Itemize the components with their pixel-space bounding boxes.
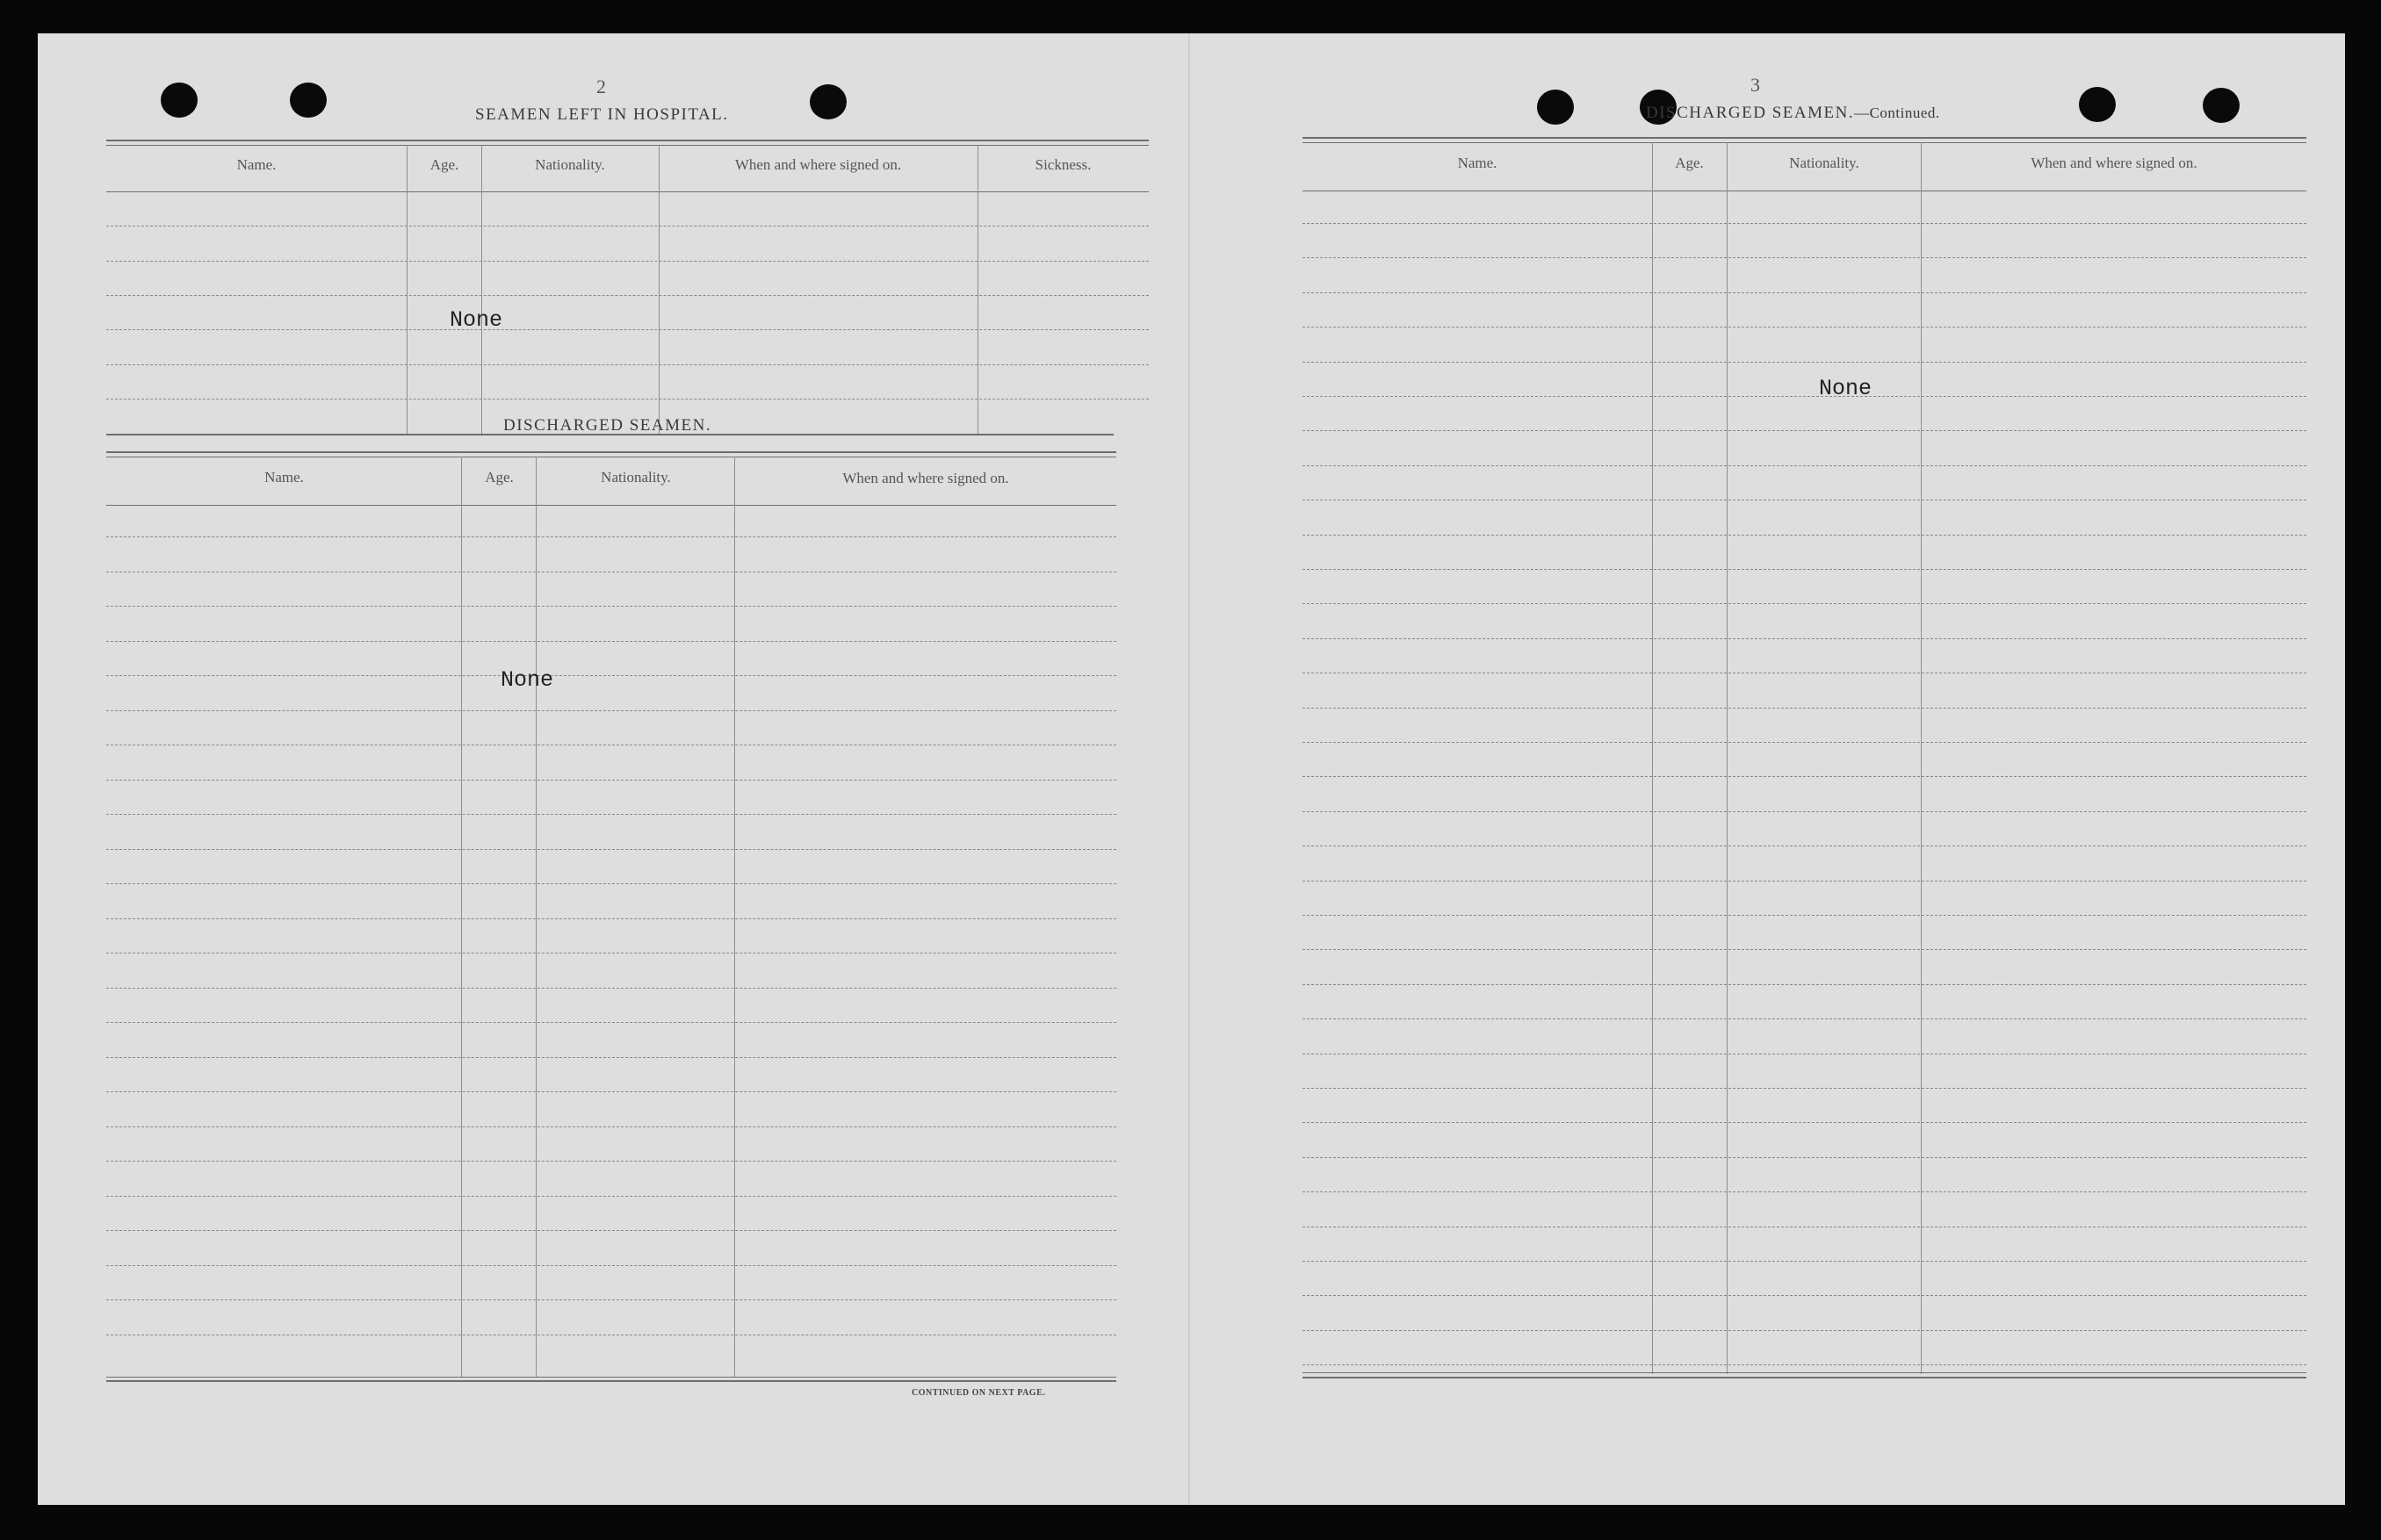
discharged-col-nationality: Nationality. — [601, 469, 671, 486]
ruled-line — [1302, 1018, 2306, 1019]
ruled-line — [1302, 257, 2306, 258]
ruled-line — [1302, 984, 2306, 985]
hospital-col-sickness: Sickness. — [1035, 156, 1092, 173]
right-col-signed-on: When and where signed on. — [2031, 155, 2197, 171]
discharged-section-title: DISCHARGED SEAMEN. — [503, 416, 712, 435]
punch-hole — [2079, 87, 2116, 122]
ruled-line — [1302, 1191, 2306, 1192]
ruled-line — [1302, 603, 2306, 604]
right-col-age: Age. — [1675, 155, 1704, 171]
ruled-line — [1302, 1088, 2306, 1089]
hospital-entry: None — [450, 307, 503, 333]
ruled-line — [106, 261, 1149, 262]
ruled-line — [106, 849, 1116, 850]
ruled-line — [106, 1022, 1116, 1023]
punch-hole — [2203, 88, 2240, 123]
ruled-line — [1302, 292, 2306, 293]
table-top-rule — [1302, 142, 2306, 143]
ruled-line — [1302, 1157, 2306, 1158]
ruled-line — [1302, 1295, 2306, 1296]
table-bottom-rule — [106, 1380, 1116, 1382]
ruled-line — [1302, 223, 2306, 224]
ruled-line — [106, 675, 1116, 676]
right-section-title-suffix: —Continued. — [1854, 104, 1940, 121]
ruled-line — [1302, 362, 2306, 363]
table-top-rule — [106, 140, 1149, 141]
ruled-line — [1302, 396, 2306, 397]
ruled-line — [106, 1230, 1116, 1231]
column-divider — [734, 457, 735, 1377]
hospital-col-nationality: Nationality. — [535, 156, 605, 173]
ruled-line — [1302, 915, 2306, 916]
ruled-line — [106, 226, 1149, 227]
ruled-line — [106, 606, 1116, 607]
page-fold — [1188, 33, 1190, 1505]
punch-hole — [810, 84, 847, 119]
right-section-title-text: DISCHARGED SEAMEN. — [1646, 104, 1855, 122]
punch-hole — [161, 83, 198, 118]
ruled-line — [106, 1126, 1116, 1127]
right-col-name: Name. — [1457, 155, 1497, 171]
ruled-line — [106, 953, 1116, 954]
ruled-line — [106, 988, 1116, 989]
ruled-line — [1302, 811, 2306, 812]
ruled-line — [1302, 465, 2306, 466]
column-divider — [481, 145, 482, 434]
ruled-line — [1302, 1330, 2306, 1331]
punch-hole — [1537, 90, 1574, 125]
ruled-line — [1302, 638, 2306, 639]
ruled-line — [106, 1161, 1116, 1162]
ruled-line — [106, 364, 1149, 365]
table-top-rule — [1302, 137, 2306, 139]
ruled-line — [1302, 430, 2306, 431]
table-top-rule — [106, 145, 1149, 146]
hospital-col-name: Name. — [236, 156, 277, 173]
ruled-line — [106, 641, 1116, 642]
page-number: 2 — [596, 76, 608, 97]
ruled-line — [1302, 569, 2306, 570]
column-divider — [659, 145, 660, 434]
page-number: 3 — [1750, 74, 1762, 96]
ruled-line — [1302, 1122, 2306, 1123]
ruled-line — [106, 918, 1116, 919]
ruled-line — [1302, 742, 2306, 743]
ruled-line — [1302, 1261, 2306, 1262]
ruled-line — [106, 295, 1149, 296]
column-divider — [461, 457, 462, 1377]
hospital-col-age: Age. — [429, 156, 459, 173]
table-top-rule — [106, 451, 1116, 453]
continued-note: CONTINUED ON NEXT PAGE. — [912, 1388, 1046, 1398]
ruled-line — [1302, 1364, 2306, 1365]
hospital-section-title: SEAMEN LEFT IN HOSPITAL. — [475, 105, 729, 124]
ruled-line — [106, 814, 1116, 815]
discharged-entry: None — [501, 667, 554, 693]
hospital-col-signed-on: When and where signed on. — [734, 156, 902, 173]
table-bottom-rule — [106, 1377, 1116, 1378]
ruled-line — [106, 1091, 1116, 1092]
discharged-col-name: Name. — [264, 469, 304, 486]
scanned-document — [38, 33, 2345, 1505]
ruled-line — [106, 1299, 1116, 1300]
ruled-line — [106, 780, 1116, 781]
table-bottom-rule — [1302, 1372, 2306, 1373]
ruled-line — [106, 1265, 1116, 1266]
ruled-line — [1302, 881, 2306, 882]
right-entry: None — [1819, 376, 1872, 401]
ruled-line — [106, 883, 1116, 884]
punch-hole — [290, 83, 327, 118]
discharged-col-signed-on: When and where signed on. — [842, 470, 1009, 486]
header-rule — [106, 505, 1116, 506]
discharged-col-age: Age. — [485, 469, 514, 486]
ruled-line — [106, 710, 1116, 711]
right-section-title — [1646, 104, 1940, 123]
right-col-nationality: Nationality. — [1789, 155, 1859, 171]
right-page — [1188, 33, 2345, 1505]
ruled-line — [106, 1196, 1116, 1197]
ruled-line — [1302, 708, 2306, 709]
ruled-line — [106, 536, 1116, 537]
ruled-line — [106, 329, 1149, 330]
column-divider — [407, 145, 408, 434]
left-page — [38, 33, 1188, 1505]
ruled-line — [106, 1057, 1116, 1058]
table-bottom-rule — [1302, 1377, 2306, 1378]
ruled-line — [1302, 535, 2306, 536]
ruled-line — [1302, 776, 2306, 777]
ruled-line — [1302, 949, 2306, 950]
column-divider — [536, 457, 537, 1377]
header-rule — [106, 191, 1149, 192]
